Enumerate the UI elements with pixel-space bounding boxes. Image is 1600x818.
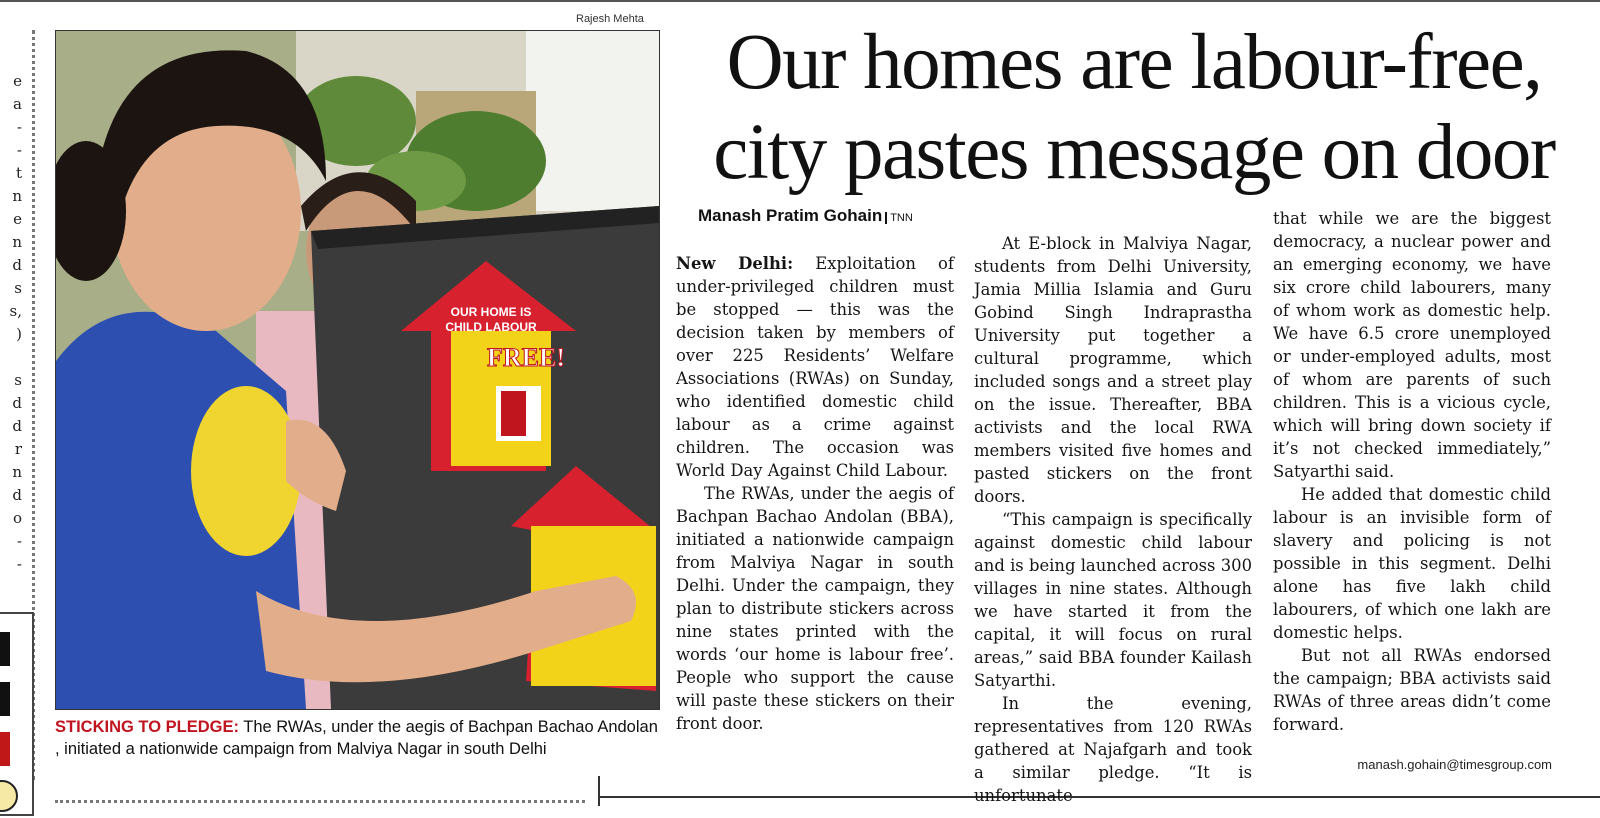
article-paragraph: He added that domestic child labour is an invisible form of slavery and policing is not possible in this segment. Delhi alone has five lakh child labourers, of which one lakh are domestic helps. — [1273, 485, 1551, 642]
adjacent-text-fragment: s — [14, 371, 22, 389]
adjacent-text-fragment: - — [16, 141, 22, 159]
photo-caption — [55, 716, 660, 760]
adjacent-text-fragment: ) — [16, 325, 22, 343]
adjacent-black-block — [0, 632, 10, 666]
author-email: manash.gohain@timesgroup.com — [1357, 757, 1552, 772]
top-rule — [0, 0, 1600, 2]
adjacent-text-fragment: s, — [9, 302, 22, 320]
adjacent-text-fragment: d — [12, 417, 22, 435]
headline-line-1: Our homes are labour-free, — [726, 19, 1542, 106]
adjacent-text-fragment: e — [13, 72, 22, 90]
dateline: New Delhi: — [676, 254, 794, 273]
caption-text: The RWAs, under the aegis of Bachpan Bachao Andolan , initiated a nationwide campaign from Malviya Nagar in south Delhi — [55, 718, 658, 758]
agency: TNN — [885, 212, 913, 224]
sticker-text-free: FREE! — [487, 343, 565, 372]
adjacent-black-block — [0, 682, 10, 716]
article-paragraph: At E-block in Malviya Nagar, students from Delhi University, Jamia Millia Islamia and Guru Gobind Singh Indraprastha University put together a cultural programme, which included songs and a street play on the issue. Thereafter, BBA activists and the local RWA members visited five homes and pasted stickers on the front doors. — [974, 234, 1252, 506]
adjacent-text-fragment: - — [16, 118, 22, 136]
adjacent-text-fragment: r — [14, 440, 22, 458]
adjacent-text-fragment: n — [12, 187, 22, 205]
headline-line-2: city pastes message on door — [713, 109, 1555, 196]
adjacent-text-fragment: s — [14, 279, 22, 297]
article-paragraph: In the evening, representatives from 120 RWAs gathered at Najafgarh and took a similar pledge. “It is unfortunate — [974, 694, 1252, 805]
news-photo — [55, 30, 660, 710]
adjacent-text-fragment: - — [16, 532, 22, 550]
bottom-corner-rule — [598, 776, 600, 806]
sticker-text-line1: OUR HOME IS — [450, 305, 532, 319]
headline — [668, 18, 1600, 198]
photo-illustration — [56, 31, 659, 709]
adjacent-text-fragment: o — [12, 509, 22, 527]
sticker-text-line2: CHILD LABOUR — [445, 320, 537, 334]
article-paragraph: that while we are the biggest democracy, a nuclear power and an emerging economy, we have six crore child labourers, many of whom work as domestic help. We have 6.5 crore unemployed or under-employed adults, most of whom are parents of such children. This is a vicious cycle, which will bring down society if it’s not checked immediately,” Satyarthi said. — [1273, 209, 1551, 481]
article-paragraph: The RWAs, under the aegis of Bachpan Bachao Andolan (BBA), initiated a nationwide campaign from Malviya Nagar in south Delhi. Under the campaign, they plan to distribute stickers across nine states printed with the words ‘our home is labour free’. People who support the cause will paste these stickers on their front door. — [676, 484, 954, 733]
author-name: Manash Pratim Gohain — [698, 206, 883, 225]
article-column-3 — [1273, 207, 1551, 736]
adjacent-text-fragment: d — [12, 256, 22, 274]
caption-kicker: STICKING TO PLEDGE: — [55, 718, 239, 736]
adjacent-text-fragment: n — [12, 463, 22, 481]
adjacent-text-fragment: e — [13, 210, 22, 228]
adjacent-text-fragment: n — [12, 233, 22, 251]
article-column-1 — [676, 252, 954, 735]
adjacent-text-fragment: a — [13, 95, 22, 113]
byline — [698, 206, 913, 226]
adjacent-red-block — [0, 732, 10, 766]
bottom-divider-dotted — [55, 800, 585, 803]
adjacent-column-fragment — [0, 70, 22, 576]
adjacent-text-fragment — [0, 346, 22, 369]
adjacent-text-fragment: d — [12, 394, 22, 412]
paragraph-text: Exploitation of under-privileged children must be stopped — this was the decision taken by members of over 225 Residents’ Welfare Associations (RWAs) on Sunday, who identified domestic child labour as a crime against children. The occasion was World Day Against Child Labour. — [676, 254, 954, 480]
article-paragraph — [676, 252, 954, 482]
adjacent-text-fragment: t — [15, 164, 22, 182]
article-paragraph: But not all RWAs endorsed the campaign; BBA activists said RWAs of three areas didn’t come forward. — [1273, 646, 1551, 734]
article-paragraph: “This campaign is specifically against domestic child labour and is being launched across 300 villages in nine states. Although we have started it from the capital, it will focus on rural areas,” said BBA founder Kailash Satyarthi. — [974, 510, 1252, 690]
adjacent-text-fragment: - — [16, 555, 22, 573]
article-column-2 — [974, 232, 1252, 807]
photo-credit: Rajesh Mehta — [576, 13, 644, 25]
adjacent-text-fragment: d — [12, 486, 22, 504]
